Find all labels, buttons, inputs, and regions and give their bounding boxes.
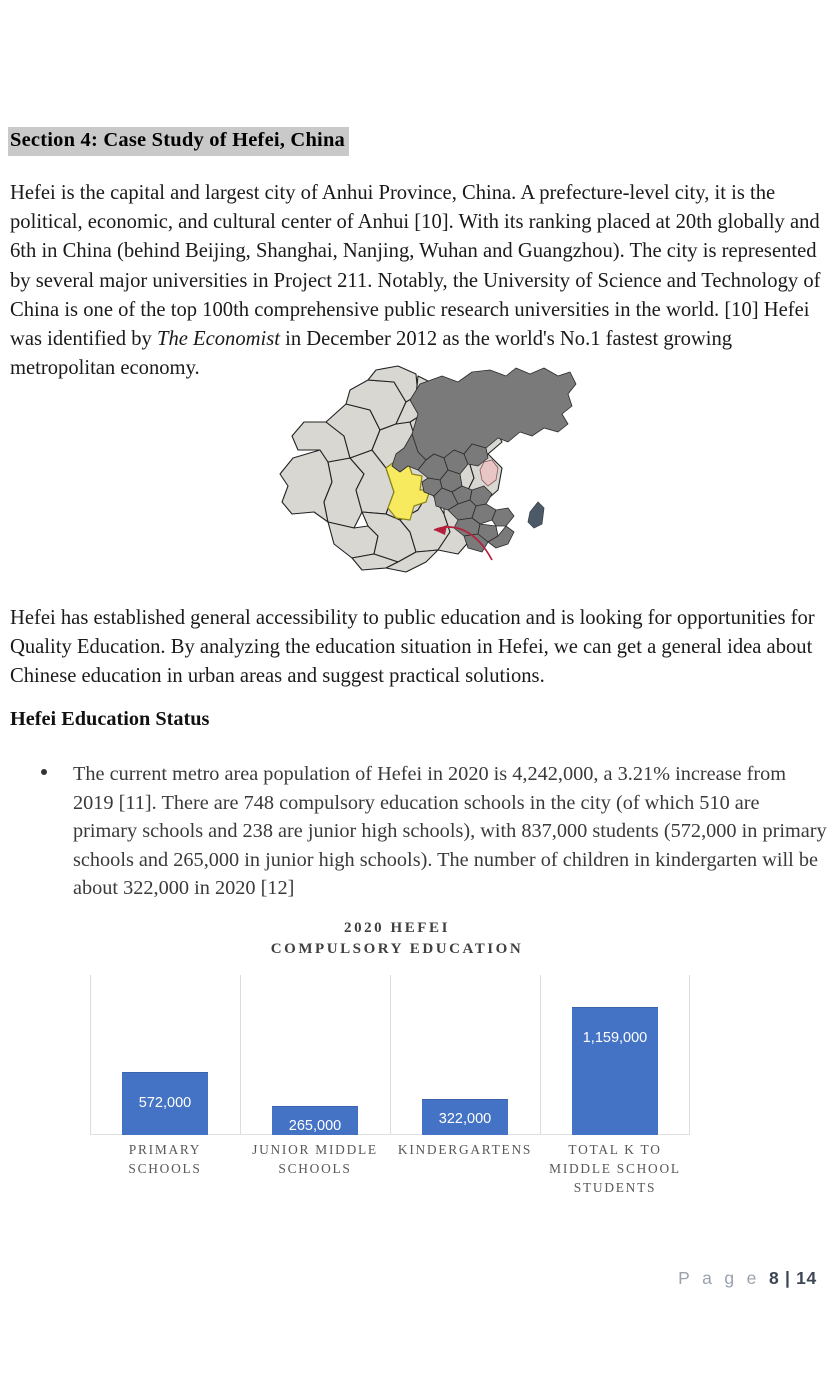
chart-bars [90, 975, 690, 1135]
sub-heading: Hefei Education Status [10, 708, 210, 730]
category-label: JUNIOR MIDDLE SCHOOLS [252, 1142, 378, 1176]
chart-title-line-1: 2020 HEFEI [344, 920, 450, 936]
second-paragraph: Hefei has established general accessibility to public education and is looking for opportunities for Quality Education. By analyzing the education situation in Hefei, we can get a general idea about Chinese education in urban areas and suggest practical solutions. [10, 607, 815, 688]
page-footer [678, 1268, 817, 1289]
footer-page-numbers: 8 | 14 [768, 1268, 817, 1288]
bar-primary-schools[interactable] [122, 1072, 208, 1135]
list-item-text: The current metro area population of Hefei in 2020 is 4,242,000, a 3.21% increase from 2019 [11]. There are 748 compulsory education schools in the city (of which 510 are primary schools and 238 are junior high schools), with 837,000 students (572,000 in primary schools and 265,000 in junior high schools). The number of children in kindergarten will be about 322,000 in 2020 [12] [73, 763, 827, 900]
chart-title-line-2: COMPULSORY EDUCATION [270, 941, 524, 957]
category-label: TOTAL K TO MIDDLE SCHOOL STUDENTS [549, 1142, 681, 1195]
bar-chart [88, 918, 706, 1208]
category-label: PRIMARY SCHOOLS [128, 1142, 202, 1176]
chart-title [88, 918, 706, 960]
bar-value-label: 1,159,000 [582, 1030, 648, 1046]
footer-page-word: P a g e [678, 1268, 769, 1288]
bar-value-label: 572,000 [138, 1095, 192, 1111]
bar-cell [240, 975, 390, 1135]
map-figure [258, 362, 594, 574]
intro-paragraph-italic-title: The Economist [156, 328, 280, 351]
intro-paragraph-part2: in December 2012 as the world's No.1 fastest growing metropolitan economy. [10, 328, 733, 380]
bar-junior-middle-schools[interactable] [272, 1106, 358, 1135]
intro-paragraph-part1: Hefei is the capital and largest city of Anhui Province, China. A prefecture-level city, it is the political, economic, and cultural center of Anhui [10]. With its ranking placed at 20th globally and 6th in China (behind Beijing, Shanghai, Nanjing, Wuhan and Guangzhou). The city is represented by several major universities in Project 211. Notably, the University of Science and Technology of China is one of the top 100th comprehensive public research universities in the world. [10] Hefei was identified by [10, 182, 821, 351]
bar-value-label: 265,000 [288, 1118, 342, 1134]
chart-plot-area [90, 975, 690, 1135]
bar-kindergartens[interactable] [422, 1099, 508, 1135]
bar-cell [390, 975, 540, 1135]
bar-total-k-to-middle-school-students[interactable] [572, 1007, 658, 1135]
intro-paragraph [10, 179, 834, 383]
bar-cell [540, 975, 690, 1135]
category-label: KINDERGARTENS [397, 1142, 533, 1157]
bar-value-label: 322,000 [438, 1111, 492, 1127]
page-title: Section 4: Case Study of Hefei, China [8, 127, 349, 156]
taiwan-island [528, 502, 544, 528]
list-item [38, 760, 828, 903]
chart-category-axis [90, 1140, 690, 1197]
bullet-list [38, 760, 828, 903]
bar-cell [90, 975, 240, 1135]
bullet-dot-icon [41, 769, 47, 775]
